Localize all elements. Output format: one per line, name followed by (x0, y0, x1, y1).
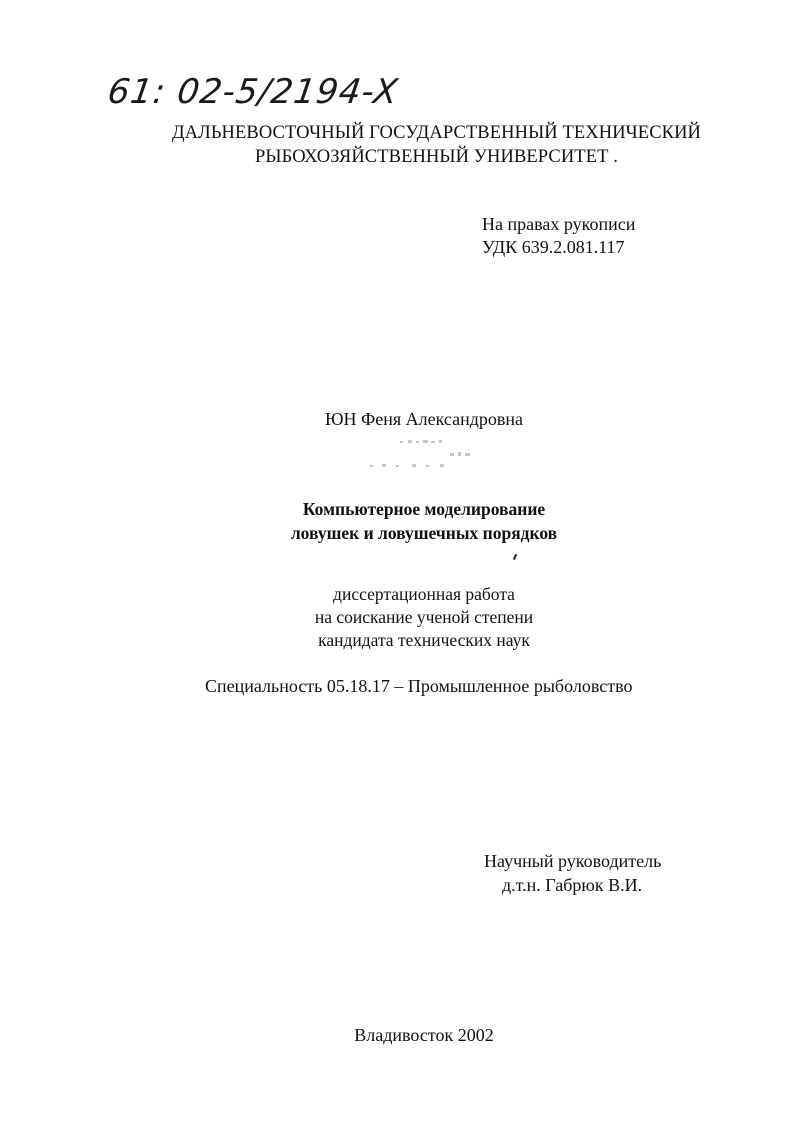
work-type-line3: кандидата технических наук (318, 630, 530, 650)
manuscript-rights: На правах рукописи (482, 214, 636, 234)
supervisor-label: Научный руководитель (484, 851, 662, 871)
archive-code-handwritten: 61: 02-5/2194-X (105, 72, 401, 112)
author-name: ЮН Феня Александровна (325, 409, 523, 429)
place-and-year: Владивосток 2002 (354, 1025, 494, 1045)
university-name-line2: РЫБОХОЗЯЙСТВЕННЫЙ УНИВЕРСИТЕТ . (255, 147, 618, 167)
work-type-line1: диссертационная работа (333, 584, 515, 604)
university-name-line1: ДАЛЬНЕВОСТОЧНЫЙ ГОСУДАРСТВЕННЫЙ ТЕХНИЧЕСКИЙ (172, 123, 701, 143)
supervisor-name: д.т.н. Габрюк В.И. (502, 875, 643, 895)
dissertation-title-line2: ловушек и ловушечных порядков (290, 523, 558, 543)
work-type-line2: на соискание ученой степени (314, 607, 534, 627)
specialty: Специальность 05.18.17 – Промышленное рыболовство (205, 676, 633, 696)
dissertation-title-line1: Компьютерное моделирование (302, 499, 546, 519)
udk-code: УДК 639.2.081.117 (482, 237, 625, 257)
faint-stamp-marks (360, 437, 490, 477)
scan-speck (513, 554, 517, 560)
